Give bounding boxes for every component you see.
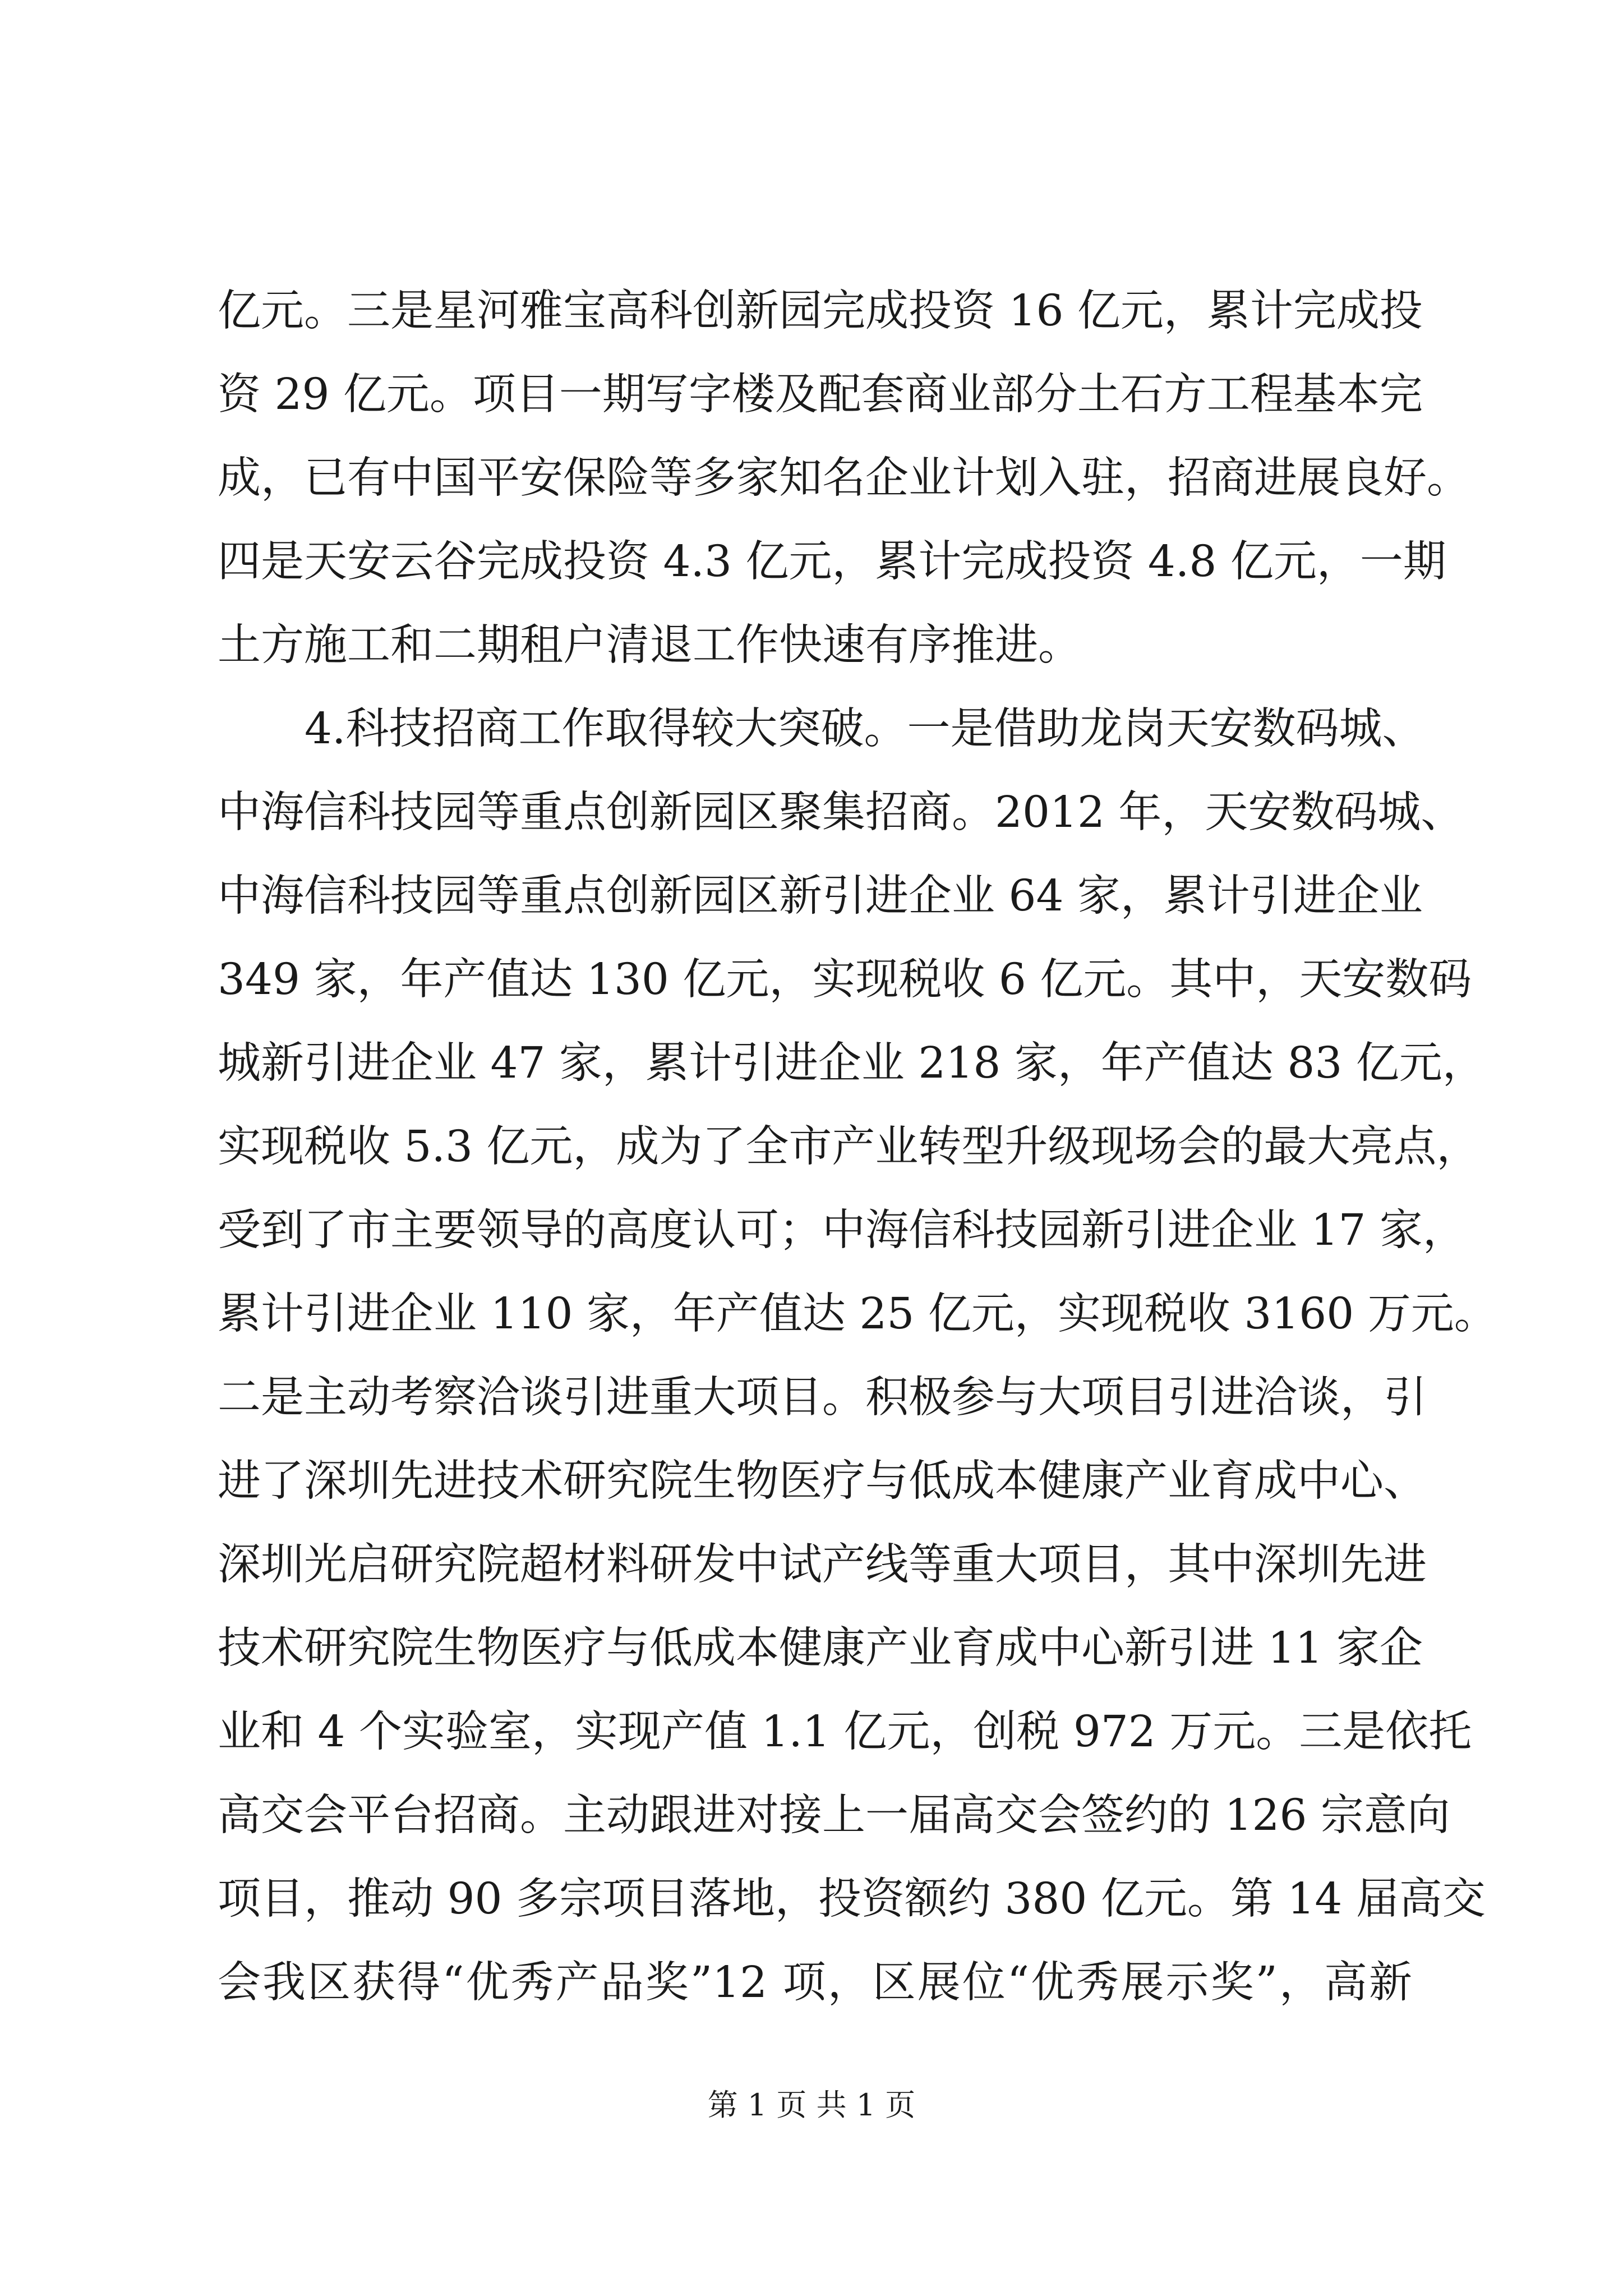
text-line: 4.科技招商工作取得较大突破。一是借助龙岗天安数码城、 — [305, 704, 1426, 754]
text-line: 成，已有中国平安保险等多家知名企业计划入驻，招商进展良好。 — [218, 453, 1470, 503]
text-line: 项目，推动 90 多宗项目落地，投资额约 380 亿元。第 14 届高交 — [218, 1874, 1486, 1924]
text-line: 累计引进企业 110 家，年产值达 25 亿元，实现税收 3160 万元。 — [218, 1289, 1497, 1339]
text-line: 四是天安云谷完成投资 4.3 亿元，累计完成投资 4.8 亿元，一期 — [218, 537, 1446, 587]
text-line: 实现税收 5.3 亿元，成为了全市产业转型升级现场会的最大亮点， — [218, 1122, 1480, 1172]
body-text — [218, 269, 1497, 2024]
text-line: 受到了市主要领导的高度认可；中海信科技园新引进企业 17 家， — [218, 1205, 1466, 1255]
text-line: 深圳光启研究院超材料研发中试产线等重大项目，其中深圳先进 — [218, 1540, 1427, 1590]
text-line: 土方施工和二期租户清退工作快速有序推进。 — [218, 620, 1081, 670]
text-line: 349 家，年产值达 130 亿元，实现税收 6 亿元。其中，天安数码 — [218, 955, 1472, 1005]
text-line: 亿元。三是星河雅宝高科创新园完成投资 16 亿元，累计完成投 — [218, 286, 1423, 336]
page-footer: 第 1 页 共 1 页 — [707, 2087, 916, 2123]
text-line: 资 29 亿元。项目一期写字楼及配套商业部分土石方工程基本完 — [218, 370, 1423, 420]
text-line: 进了深圳先进技术研究院生物医疗与低成本健康产业育成中心、 — [218, 1456, 1427, 1506]
text-line: 二是主动考察洽谈引进重大项目。积极参与大项目引进洽谈，引 — [218, 1373, 1427, 1423]
text-line: 业和 4 个实验室，实现产值 1.1 亿元，创税 972 万元。三是依托 — [218, 1707, 1472, 1757]
text-line: 中海信科技园等重点创新园区新引进企业 64 家，累计引进企业 — [218, 871, 1423, 921]
text-line: 高交会平台招商。主动跟进对接上一届高交会签约的 126 宗意向 — [218, 1791, 1450, 1841]
text-line: 中海信科技园等重点创新园区聚集招商。2012 年，天安数码城、 — [218, 788, 1464, 838]
text-line: 城新引进企业 47 家，累计引进企业 218 家，年产值达 83 亿元， — [218, 1038, 1486, 1088]
text-line: 会我区获得“优秀产品奖”12 项，区展位“优秀展示奖”，高新 — [218, 1958, 1412, 2008]
text-line: 技术研究院生物医疗与低成本健康产业育成中心新引进 11 家企 — [218, 1623, 1423, 1673]
